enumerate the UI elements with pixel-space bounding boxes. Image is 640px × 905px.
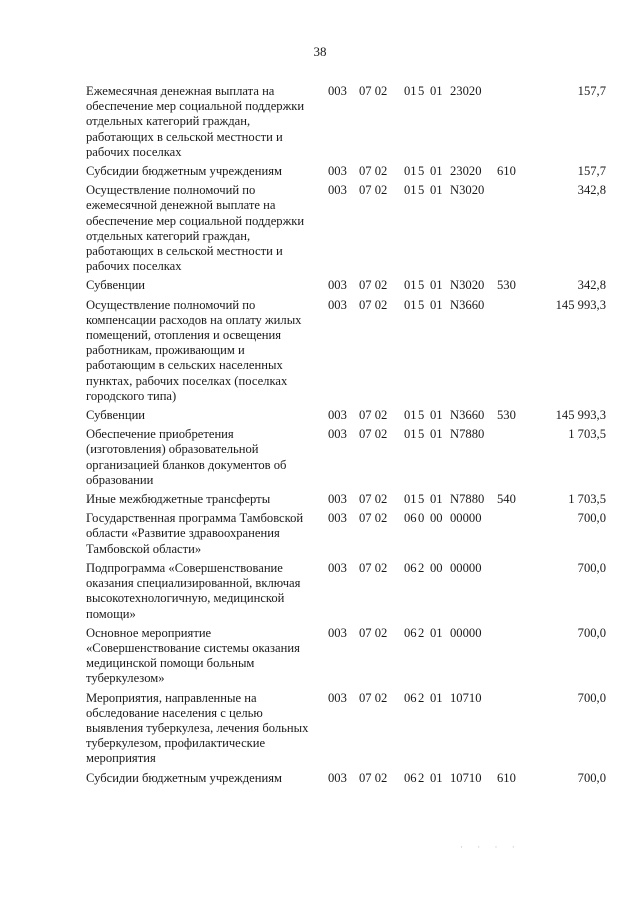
- admin-code: 003: [328, 408, 347, 423]
- program-code: 01: [404, 427, 417, 442]
- row-name: Подпрограмма «Совершенствование оказания специализированной, включая высокотехнологичную, медицинской помощи»: [86, 560, 301, 621]
- subprogram-code: 5: [418, 297, 425, 312]
- expense-kind-code: 540: [497, 492, 516, 507]
- section-code: 07 02: [359, 690, 388, 705]
- admin-code: 003: [328, 625, 347, 640]
- section-code: 07 02: [359, 297, 388, 312]
- admin-code: 003: [328, 84, 347, 98]
- program-code: 01: [404, 492, 417, 507]
- main-activity-code: 01: [430, 84, 443, 98]
- section-code: 07 02: [359, 183, 388, 198]
- section-code: 07 02: [359, 492, 388, 507]
- row-name: Субсидии бюджетным учреждениям: [86, 770, 282, 785]
- admin-code: 003: [328, 278, 347, 293]
- table-row: [86, 626, 606, 687]
- amount: 145 993,3: [555, 297, 606, 312]
- row-name: Осуществление полномочий по компенсации расходов на оплату жилых помещений, отопления и освещения работникам, проживающим и работающим в сельских населенных пунктах, рабочих поселках (поселках городского типа): [86, 297, 302, 403]
- main-activity-code: 01: [430, 427, 443, 442]
- program-code: 06: [404, 625, 417, 640]
- subprogram-code: 5: [418, 84, 425, 98]
- table-row: [86, 183, 606, 274]
- subprogram-code: 5: [418, 164, 425, 179]
- program-code: 01: [404, 84, 417, 98]
- admin-code: 003: [328, 492, 347, 507]
- section-code: 07 02: [359, 770, 388, 785]
- table-row: [86, 278, 606, 293]
- main-activity-code: 01: [430, 770, 443, 785]
- amount: 157,7: [577, 84, 606, 98]
- program-code: 01: [404, 278, 417, 293]
- amount: 700,0: [577, 690, 606, 705]
- page-number: 38: [313, 44, 327, 59]
- row-name: Основное мероприятие «Совершенствование системы оказания медицинской помощи больным туберкулезом»: [86, 625, 300, 686]
- scan-artifact: · · · ·: [460, 842, 521, 852]
- row-name: Обеспечение приобретения (изготовления) образовательной организацией бланков документов об образовании: [86, 427, 287, 487]
- main-activity-code: 01: [430, 625, 443, 640]
- row-name: Субвенции: [86, 278, 146, 293]
- row-name: Осуществление полномочий по ежемесячной денежной выплате на обеспечение мер социальной поддержки отдельных категорий граждан, работающих в сельской местности и рабочих поселках: [86, 183, 305, 274]
- section-code: 07 02: [359, 164, 388, 179]
- subprogram-code: 0: [418, 511, 425, 526]
- direction-code: N7880: [450, 427, 485, 442]
- direction-code: 00000: [450, 625, 482, 640]
- main-activity-code: 01: [430, 408, 443, 423]
- direction-code: 10710: [450, 690, 482, 705]
- main-activity-code: 01: [430, 278, 443, 293]
- admin-code: 003: [328, 511, 347, 526]
- direction-code: 00000: [450, 560, 482, 575]
- amount: 1 703,5: [568, 492, 606, 507]
- program-code: 01: [404, 164, 417, 179]
- table-row: [86, 298, 606, 404]
- main-activity-code: 01: [430, 183, 443, 198]
- admin-code: 003: [328, 690, 347, 705]
- subprogram-code: 5: [418, 427, 425, 442]
- row-name: Государственная программа Тамбовской области «Развитие здравоохранения Тамбовской области»: [86, 511, 304, 556]
- main-activity-code: 01: [430, 297, 443, 312]
- section-code: 07 02: [359, 625, 388, 640]
- expense-kind-code: 530: [497, 408, 516, 423]
- table-row: [86, 492, 606, 507]
- main-activity-code: 01: [430, 492, 443, 507]
- admin-code: 003: [328, 560, 347, 575]
- budget-table: [86, 84, 606, 790]
- section-code: 07 02: [359, 427, 388, 442]
- program-code: 01: [404, 408, 417, 423]
- admin-code: 003: [328, 164, 347, 179]
- row-name: Субвенции: [86, 408, 146, 423]
- table-row: [86, 84, 606, 160]
- section-code: 07 02: [359, 560, 388, 575]
- section-code: 07 02: [359, 278, 388, 293]
- section-code: 07 02: [359, 511, 388, 526]
- subprogram-code: 5: [418, 492, 425, 507]
- program-code: 06: [404, 770, 417, 785]
- row-name: Субсидии бюджетным учреждениям: [86, 164, 282, 179]
- subprogram-code: 5: [418, 408, 425, 423]
- direction-code: 00000: [450, 511, 482, 526]
- direction-code: N3020: [450, 278, 485, 293]
- program-code: 06: [404, 690, 417, 705]
- subprogram-code: 5: [418, 278, 425, 293]
- table-row: [86, 561, 606, 622]
- admin-code: 003: [328, 427, 347, 442]
- subprogram-code: 2: [418, 560, 425, 575]
- program-code: 01: [404, 297, 417, 312]
- row-name: Мероприятия, направленные на обследование населения с целью выявления туберкулеза, лечения больных туберкулезом, профилактические мероприятия: [86, 690, 309, 766]
- program-code: 06: [404, 560, 417, 575]
- program-code: 06: [404, 511, 417, 526]
- row-name: Иные межбюджетные трансферты: [86, 492, 271, 507]
- direction-code: N7880: [450, 492, 485, 507]
- amount: 700,0: [577, 770, 606, 785]
- amount: 157,7: [577, 164, 606, 179]
- amount: 700,0: [577, 560, 606, 575]
- direction-code: N3660: [450, 408, 485, 423]
- admin-code: 003: [328, 770, 347, 785]
- table-row: [86, 427, 606, 488]
- direction-code: N3660: [450, 297, 485, 312]
- section-code: 07 02: [359, 408, 388, 423]
- amount: 1 703,5: [568, 427, 606, 442]
- amount: 342,8: [577, 183, 606, 198]
- expense-kind-code: 610: [497, 770, 516, 785]
- table-row: [86, 511, 606, 557]
- program-code: 01: [404, 183, 417, 198]
- subprogram-code: 2: [418, 770, 425, 785]
- main-activity-code: 00: [430, 511, 443, 526]
- row-name: Ежемесячная денежная выплата на обеспечение мер социальной поддержки отдельных категорий граждан, работающих в сельской местности и рабочих поселках: [86, 84, 305, 159]
- direction-code: 23020: [450, 164, 482, 179]
- subprogram-code: 2: [418, 625, 425, 640]
- section-code: 07 02: [359, 84, 388, 98]
- amount: 342,8: [577, 278, 606, 293]
- subprogram-code: 5: [418, 183, 425, 198]
- table-row: [86, 408, 606, 423]
- expense-kind-code: 530: [497, 278, 516, 293]
- admin-code: 003: [328, 297, 347, 312]
- amount: 700,0: [577, 625, 606, 640]
- direction-code: N3020: [450, 183, 485, 198]
- direction-code: 10710: [450, 770, 482, 785]
- expense-kind-code: 610: [497, 164, 516, 179]
- table-row: [86, 771, 606, 786]
- main-activity-code: 01: [430, 164, 443, 179]
- direction-code: 23020: [450, 84, 482, 98]
- main-activity-code: 00: [430, 560, 443, 575]
- amount: 700,0: [577, 511, 606, 526]
- table-row: [86, 691, 606, 767]
- subprogram-code: 2: [418, 690, 425, 705]
- table-row: [86, 164, 606, 179]
- main-activity-code: 01: [430, 690, 443, 705]
- amount: 145 993,3: [555, 408, 606, 423]
- admin-code: 003: [328, 183, 347, 198]
